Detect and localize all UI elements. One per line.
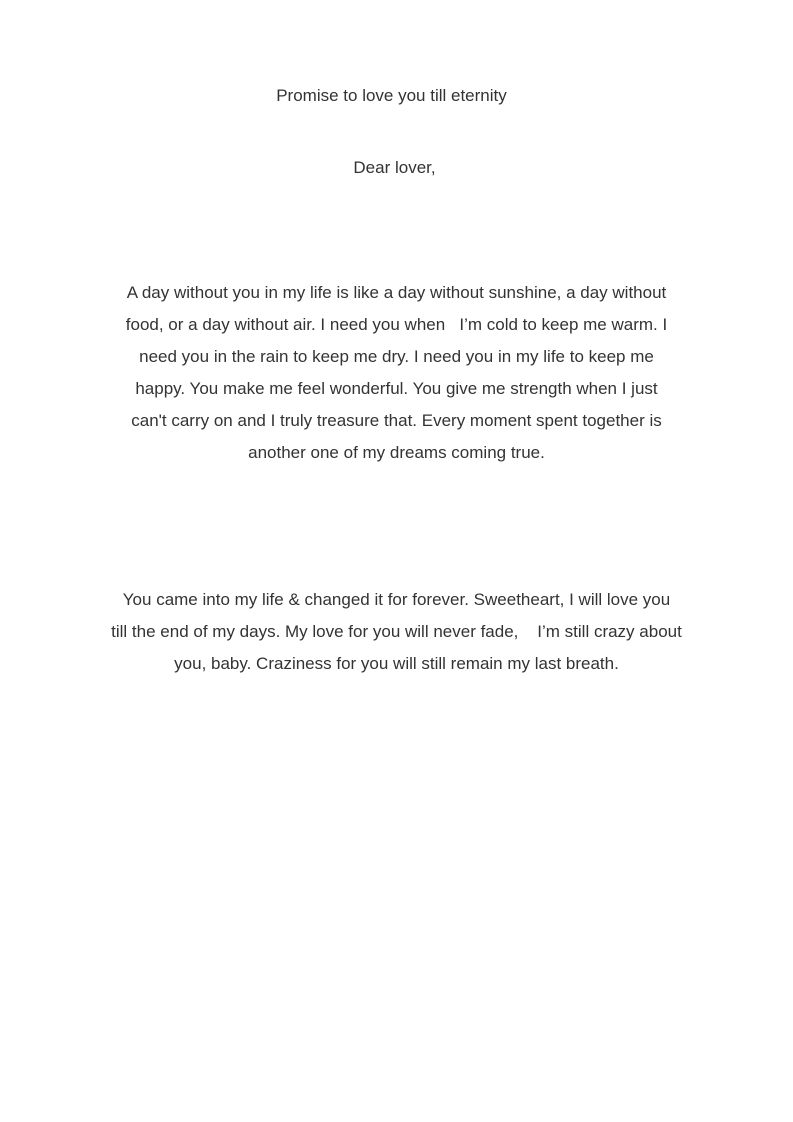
paragraph-line: You came into my life & changed it for forever. Sweetheart, I will love you [122,590,671,609]
paragraph-2 [0,584,793,680]
salutation: Dear lover, [353,158,436,177]
paragraph-line: another one of my dreams coming true. [248,443,545,462]
paragraph-line: food, or a day without air. I need you when I’m cold to keep me warm. I [125,315,668,334]
paragraph-line: A day without you in my life is like a day without sunshine, a day without [126,283,667,302]
paragraph-line: need you in the rain to keep me dry. I need you in my life to keep me [139,347,654,366]
paragraph-line: till the end of my days. My love for you will never fade, I’m still crazy about [111,622,682,641]
paragraph-line: can't carry on and I truly treasure that. Every moment spent together is [131,411,662,430]
paragraph-1 [0,277,793,469]
paragraph-line: you, baby. Craziness for you will still remain my last breath. [174,654,619,673]
paragraph-line: happy. You make me feel wonderful. You give me strength when I just [135,379,658,398]
letter-title: Promise to love you till eternity [276,86,507,105]
